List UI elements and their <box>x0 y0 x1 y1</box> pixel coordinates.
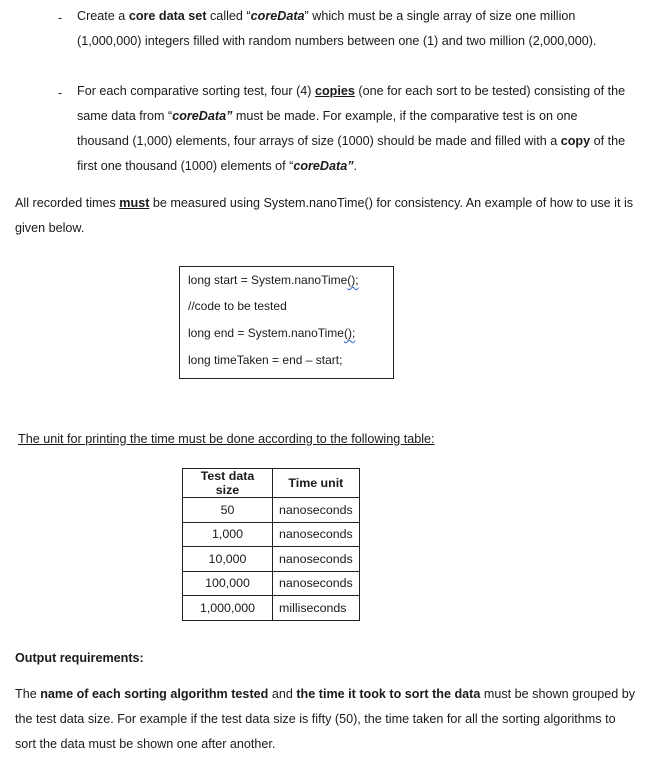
cell-unit: nanoseconds <box>273 547 360 572</box>
code-line-2: //code to be tested <box>188 299 287 313</box>
table-row <box>183 498 360 523</box>
cell-unit: nanoseconds <box>273 571 360 596</box>
table-header-row <box>183 469 360 498</box>
output-para-line3: sort the data must be shown one after another. <box>15 737 276 751</box>
output-para-line2: the test data size. For example if the test data size is fifty (50), the time taken for all the sorting algorithms to <box>15 712 616 726</box>
code-line-3: long end = System.nanoTime(); <box>188 326 356 340</box>
timing-para-line2: given below. <box>15 221 85 235</box>
output-para-line1: The name of each sorting algorithm tested and the time it took to sort the data must be shown grouped by <box>15 687 636 701</box>
cell-unit: nanoseconds <box>273 522 360 547</box>
header-time-unit: Time unit <box>273 469 360 498</box>
cell-unit: nanoseconds <box>273 498 360 523</box>
bullet2-line1: For each comparative sorting test, four (4) copies (one for each sort to be tested) consisting of the <box>77 84 626 98</box>
bullet1-line1: Create a core data set called “coreData” which must be a single array of size one million <box>77 9 576 23</box>
cell-size: 50 <box>183 498 273 523</box>
cell-unit: milliseconds <box>273 596 360 621</box>
timing-para-line1: All recorded times must be measured using System.nanoTime() for consistency. An example of how to use it is <box>15 196 634 210</box>
bullet-dash: - <box>58 86 63 100</box>
unit-table <box>182 468 360 621</box>
table-row <box>183 547 360 572</box>
table-row <box>183 596 360 621</box>
bullet2-line3: thousand (1,000) elements, four arrays of size (1000) should be made and filled with a copy of the <box>77 134 626 148</box>
code-example-box <box>179 266 394 379</box>
bullet1-line2: (1,000,000) integers filled with random numbers between one (1) and two million (2,000,000). <box>77 34 597 48</box>
code-line-4: long timeTaken = end – start; <box>188 353 343 367</box>
bullet-dash: - <box>58 11 63 25</box>
table-row <box>183 522 360 547</box>
header-test-data-size: Test data size <box>183 469 273 498</box>
table-row <box>183 571 360 596</box>
cell-size: 1,000,000 <box>183 596 273 621</box>
bullet2-line4: first one thousand (1000) elements of “coreData”. <box>77 159 358 173</box>
cell-size: 100,000 <box>183 571 273 596</box>
output-heading: Output requirements: <box>15 651 144 665</box>
code-line-1: long start = System.nanoTime(); <box>188 273 359 287</box>
cell-size: 10,000 <box>183 547 273 572</box>
unit-table-heading: The unit for printing the time must be done according to the following table: <box>18 432 435 446</box>
bullet2-line2: same data from “coreData” must be made. For example, if the comparative test is on one <box>77 109 578 123</box>
cell-size: 1,000 <box>183 522 273 547</box>
